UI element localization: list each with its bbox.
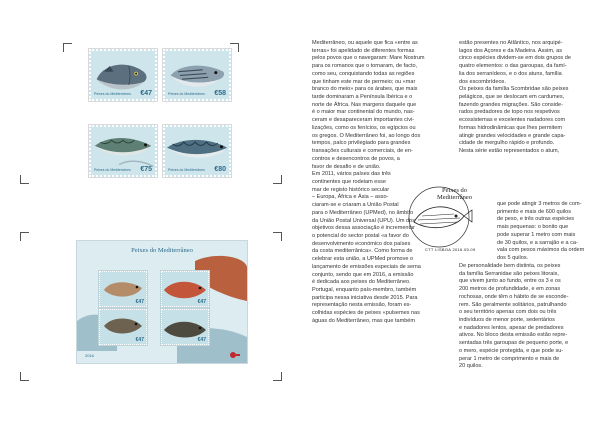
- text-line: rados predadores de topo nos respetivos: [459, 109, 560, 116]
- text-line: mais pequenas: o bonito que: [497, 224, 569, 231]
- text-line: primento e mais de 600 quilos: [497, 208, 572, 215]
- text-line: celebrar esta união, a UPMed promove o: [312, 256, 414, 263]
- text-line: objetivos dessa associação é incrementar: [312, 225, 415, 232]
- text-line: para os romanos que o tornaram, de facto,: [312, 63, 418, 70]
- text-line: pelos povos que o navegaram: Mare Nostrum: [312, 55, 425, 62]
- text-line: favor de desafio e de união.: [312, 163, 381, 170]
- stamp-mackerel-2: [163, 125, 231, 177]
- text-line: Portugal, enquanto país-membro, também: [312, 287, 417, 293]
- text-line: dos escombrídeos.: [459, 78, 506, 85]
- mini-stamp-price: €47: [197, 299, 206, 305]
- text-line: De personalidade bem distinta, os peixes: [459, 263, 561, 269]
- text-line: que pode atingir 3 metros de com-: [497, 201, 582, 207]
- text-line: Os peixes da família Scombridae são peixes: [459, 86, 569, 93]
- stamp-caption: Peixes do Mediterrâneo: [168, 168, 205, 172]
- text-line: dos 5 quilos.: [497, 255, 529, 262]
- crop-mark-left-mid: [20, 175, 29, 184]
- mini-stamp-3: [99, 309, 147, 345]
- text-line: rochosas, onde têm o hábito de se esconde-: [459, 293, 569, 300]
- postmark-title: [437, 187, 472, 201]
- text-line: que vivem junto ao fundo, entre os 3 e os: [459, 278, 561, 285]
- mini-stamp-1: [99, 271, 147, 307]
- text-line: participa nessa iniciativa desde 2015. Para: [312, 294, 418, 301]
- text-line: branco do meio» para os árabes, que mais: [312, 86, 418, 93]
- stamp-price: €75: [140, 166, 152, 173]
- text-line: 200 metros de profundidade, e em zonas: [459, 286, 561, 293]
- text-line: o seu território apenas com dois ou três: [459, 309, 557, 316]
- mini-stamp-2: [161, 271, 209, 307]
- ctt-logo-icon: [229, 351, 241, 359]
- text-line: os gregos. O Mediterrâneo foi, ao longo dos: [312, 132, 421, 139]
- stamp-tuna: [89, 49, 157, 101]
- stamp-price: €58: [214, 90, 226, 97]
- text-line: representação nesta emissão, foram es-: [312, 302, 412, 309]
- text-line: estão presentes no Atlântico, nos arquipé-: [459, 40, 563, 46]
- postmark-title-line2: Mediterrâneo: [437, 194, 473, 201]
- text-column-2-bottom: [459, 263, 591, 371]
- text-line: de peso, e três outras espécies: [497, 216, 575, 223]
- mini-stamp-4: [161, 309, 209, 345]
- text-line: pelágicos, que se deslocam em cardumes,: [459, 94, 565, 101]
- text-line: indivíduos de menor porte, sedentários: [459, 317, 555, 324]
- text-line: terras» foi apelidado de diferentes formas: [312, 47, 415, 54]
- text-line: rem. São geralmente solitários, patrulhando: [459, 301, 567, 308]
- stamp-caption: Peixes do Mediterrâneo: [168, 92, 205, 96]
- postmark-date: CTT LISBOA 2016.05.09: [425, 247, 476, 252]
- text-line: da família Serranidae são peixes litorais,: [459, 270, 559, 277]
- text-line: águas do Mediterrâneo, mas que também: [312, 317, 415, 324]
- stamp-bonito: [163, 49, 231, 101]
- crop-mark-bottom-right: [273, 372, 282, 381]
- text-line: tempos, palco privilegiado para grandes: [312, 140, 411, 147]
- crop-mark-right-mid2: [273, 232, 282, 241]
- text-line: continentes que rodeiam esse: [312, 178, 387, 185]
- crop-mark-top-right: [230, 43, 239, 52]
- text-line: lia dos serranídeos, e o dos atuns, família: [459, 70, 562, 77]
- stamp-price: €80: [214, 166, 226, 173]
- text-line: ecossistemas e excelentes nadadores com: [459, 117, 566, 124]
- text-line: norte de África. Nas margens daquele que: [312, 101, 417, 108]
- text-line: Mediterrâneo, ou aquele que fica «entre as: [312, 40, 418, 46]
- text-line: pode superar 1 metro com mais: [497, 231, 576, 238]
- text-line: formas hidrodinâmicas que lhes permitem: [459, 124, 562, 131]
- text-line: é o maior mar continental do mundo, nas-: [312, 109, 415, 116]
- column-2b-lines: [497, 201, 593, 263]
- text-line: lagos dos Açores e da Madeira. Assim, as: [459, 47, 562, 54]
- souvenir-sheet: [77, 241, 247, 363]
- crop-mark-right-mid: [273, 175, 282, 184]
- sheet-title: Peixes do Mediterrâneo: [131, 247, 193, 254]
- text-line: vala com pesos máximos da ordem: [497, 247, 585, 254]
- text-line: – Europa, África e Ásia – asso-: [312, 194, 389, 201]
- column-2a-lines: [459, 40, 591, 156]
- text-line: atingir grandes velocidades e grande capa-: [459, 132, 566, 139]
- text-line: cidade de mergulho rápido e profundo.: [459, 140, 555, 147]
- stamp-price: €47: [140, 90, 152, 97]
- text-line: 20 quilos.: [459, 363, 483, 370]
- text-line: como seu, conquistando todas as regiões: [312, 70, 415, 77]
- crop-mark-bottom-left: [20, 372, 29, 381]
- crop-mark-left-mid2: [20, 232, 29, 241]
- text-line: cinco espécies dividem-se em dois grupos de: [459, 55, 571, 62]
- text-line: da costa mediterrânica». Como forma de: [312, 248, 413, 255]
- text-line: ativos. No bloco desta emissão estão repre-: [459, 332, 568, 339]
- text-line: contros e desencontros de povos, a: [312, 155, 400, 162]
- text-line: Nesta série estão representados o atum,: [459, 148, 560, 155]
- text-line: colhidas espécies de peixes «pulsemes nas: [312, 310, 420, 317]
- mini-stamp-price: €47: [135, 299, 144, 305]
- text-line: Em 2011, vários países das três: [312, 171, 391, 178]
- crop-mark-top-left: [63, 43, 72, 52]
- text-line: ciaram-se e criaram a União Postal: [312, 202, 399, 209]
- text-column-2: [459, 40, 591, 156]
- text-line: da União Postal Universal (UPU). Um dos: [312, 217, 415, 224]
- mini-stamp-price: €47: [135, 337, 144, 343]
- text-column-2-wrap: [497, 201, 593, 263]
- column-2c-lines: [459, 263, 591, 371]
- text-line: lizações, como os fenícios, os egípcios ou: [312, 124, 416, 131]
- text-line: mar de registo histórico secular: [312, 186, 390, 193]
- text-line: ceram e desapareceram importantes civi-: [312, 117, 415, 124]
- text-line: fazendo grandes migrações. São conside-: [459, 101, 563, 108]
- text-line: e nadadores lentos, apesar de predadores: [459, 324, 564, 331]
- sheet-code: 2016: [85, 353, 94, 358]
- text-line: quatro elementos: o das garoupas, da famí-: [459, 63, 567, 70]
- text-line: tarde dominaram a Península Ibérica e o: [312, 94, 413, 101]
- stamp-mackerel-1: [89, 125, 157, 177]
- text-line: o potencial do sector postal «a favor do: [312, 232, 409, 239]
- text-line: o mero, espécie protegida, e que pode su-: [459, 347, 564, 354]
- text-line: lançamento de emissões especiais de sema: [312, 263, 421, 270]
- text-line: perar 1 metro de comprimento e mais de: [459, 355, 560, 362]
- text-line: sentadas três garoupas de pequeno porte, e: [459, 340, 569, 347]
- text-line: que tinham este mar de permeio; ou «mar: [312, 78, 416, 85]
- text-line: de 30 quilos, e a sarrajão e a ca-: [497, 239, 578, 246]
- stamp-caption: Peixes do Mediterrâneo: [94, 168, 131, 172]
- mini-stamp-price: €47: [197, 337, 206, 343]
- text-line: transações culturais e comerciais, de en-: [312, 148, 413, 155]
- text-line: desenvolvimento económico dos países: [312, 240, 411, 247]
- stamp-caption: Peixes do Mediterrâneo: [94, 92, 131, 96]
- postmark-title-line1: Peixes do: [441, 187, 468, 194]
- text-line: é dedicada aos peixes do Mediterrâneo.: [312, 279, 411, 286]
- text-line: conjunto, sendo que em 2016, a emissão: [312, 271, 414, 278]
- text-line: para o Mediterrâneo (UPMed), no âmbito: [312, 209, 414, 216]
